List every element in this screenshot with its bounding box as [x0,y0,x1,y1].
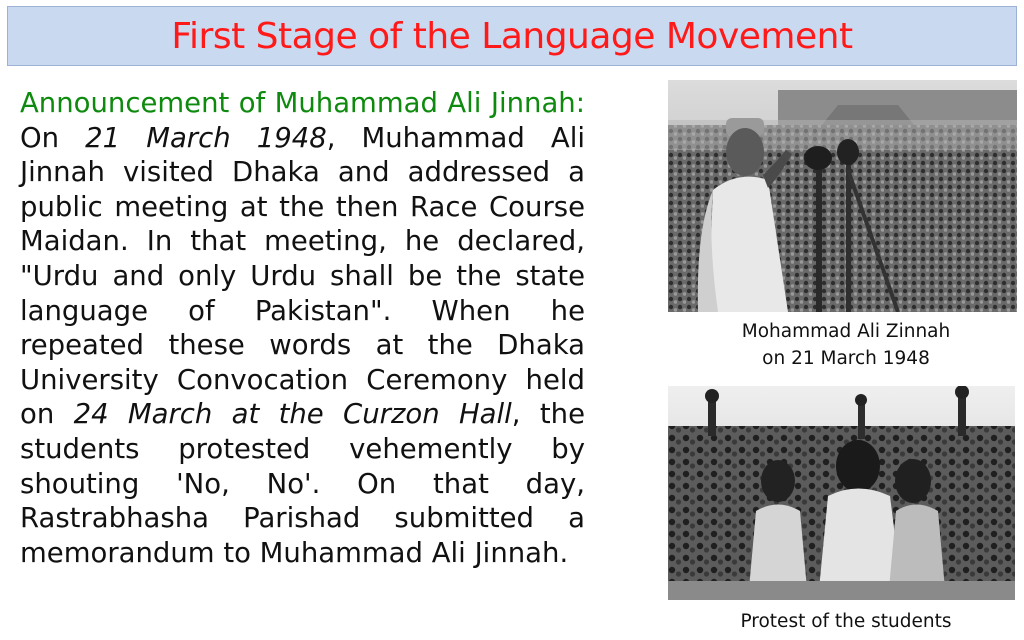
photo2-caption: Protest of the students [740,611,952,632]
paragraph-text-3: , the students protested vehemently by shouting 'No, No'. On that day, Rastrabhasha Parishad submitted a memorandum to Muhammad Ali Jinnah. [20,398,585,569]
paragraph-text-1: On [20,121,86,154]
paragraph-heading: Announcement of Muhammad Ali Jinnah: [20,87,585,119]
photo1-caption [668,318,1024,372]
body-paragraph [20,86,585,570]
jinnah-speech-photo [668,80,1017,312]
photo1-caption-line1: Mohammad Ali Zinnah [741,321,951,342]
date-24-march: 24 March at the Curzon Hall [73,398,512,431]
student-protest-photo [668,386,1015,600]
date-21-march: 21 March 1948 [85,121,327,154]
title-bar [7,6,1017,66]
photo1-caption-line2: on 21 March 1948 [762,348,930,369]
slide-title: First Stage of the Language Movement [171,15,853,57]
paragraph-text-2: , Muhammad Ali Jinnah visited Dhaka and addressed a public meeting at the then Race Course Maidan. In that meeting, he declared, "Urdu and only Urdu shall be the state language of Pakistan". When he repeated these words at the Dhaka University Convocation Ceremony held on [20,121,585,431]
